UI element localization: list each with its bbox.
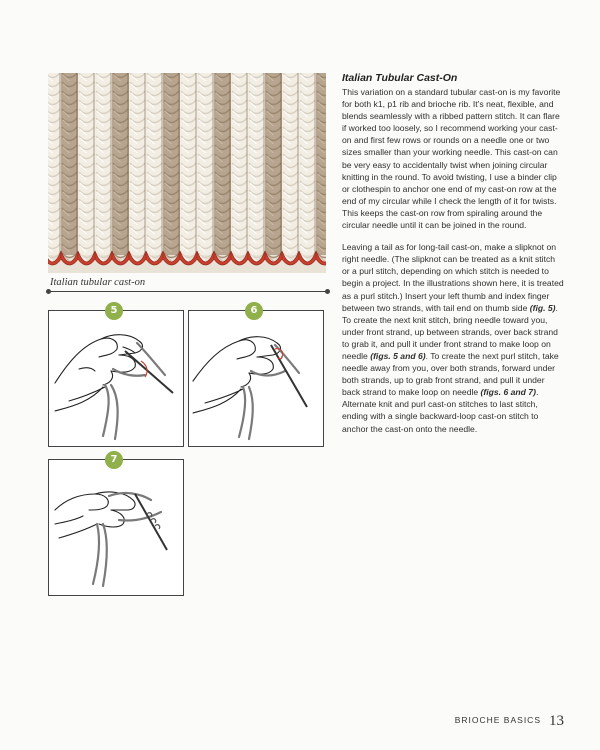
figure-reference: (fig. 5) xyxy=(529,302,556,313)
section-heading: Italian Tubular Cast-On xyxy=(342,72,458,84)
hand-knitting-illustration xyxy=(189,311,323,446)
hand-knitting-illustration xyxy=(49,311,183,446)
figure-6-illustration xyxy=(188,305,324,447)
text-run: . To create the next knit stitch, bring needle toward you, under front strand, up between strands, over back strand to grab it, and pull it under front strand to make loop on needle xyxy=(342,302,558,361)
article-text xyxy=(342,72,565,445)
page-number: 13 xyxy=(549,713,564,729)
text-run: . To create the next purl stitch, take needle away from you, over both strands, forward under both strands, up to grab front strand, and pull it under back strand to make loop on needle xyxy=(342,350,559,398)
hand-knitting-illustration xyxy=(49,460,183,595)
intro-paragraph: This variation on a standard tubular cast-on is my favorite for both k1, p1 rib and brioche rib. It’s neat, flexible, and blends seamlessly with a ribbed pattern stitch. It can flare if worked too loosely, so I recommend working your cast-on and first few rows or rounds on a needle one or two sizes smaller than your working needle. This cast-on can be very easy to accidentally twist when joining circular knitting in the round. To avoid twisting, I use a binder clip or clothespin to anchor one end of my cast-on row at the end of my circular while I check the length of it for twists. This keeps the cast-on row from spiraling around the circular needle until it can be joined in the round. xyxy=(342,87,561,231)
page-footer xyxy=(455,713,564,730)
figure-reference: (figs. 6 and 7) xyxy=(480,387,536,398)
text-run: . Alternate knit and purl cast-on stitches to last stitch, ending with a single backward-loop cast-on stitch to anchor the cast-on onto the needle. xyxy=(342,387,539,434)
figure-reference: (figs. 5 and 6) xyxy=(370,350,426,361)
instructions-paragraph xyxy=(342,241,565,435)
text-run: Leaving a tail as for long-tail cast-on, make a slipknot on right needle. (The slipknot can be treated as a knit stitch or a purl stitch, depending on which stitch is needed to begin a project. In the illustrations shown here, it is treated as a purl stitch.) Insert your left thumb and index finger between two strands, with tail end on thumb side xyxy=(342,242,564,313)
figure-number-badge: 6 xyxy=(245,302,263,320)
figure-7-illustration xyxy=(48,454,184,596)
brioche-swatch-image xyxy=(48,73,326,273)
running-footer-section: BRIOCHE BASICS xyxy=(454,715,541,725)
figure-5-illustration xyxy=(48,305,184,447)
knitting-photo xyxy=(48,73,326,273)
figure-number-badge: 7 xyxy=(105,451,123,469)
figure-number-badge: 5 xyxy=(105,302,123,320)
caption-rule xyxy=(48,291,328,292)
photo-caption: Italian tubular cast-on xyxy=(50,277,146,288)
